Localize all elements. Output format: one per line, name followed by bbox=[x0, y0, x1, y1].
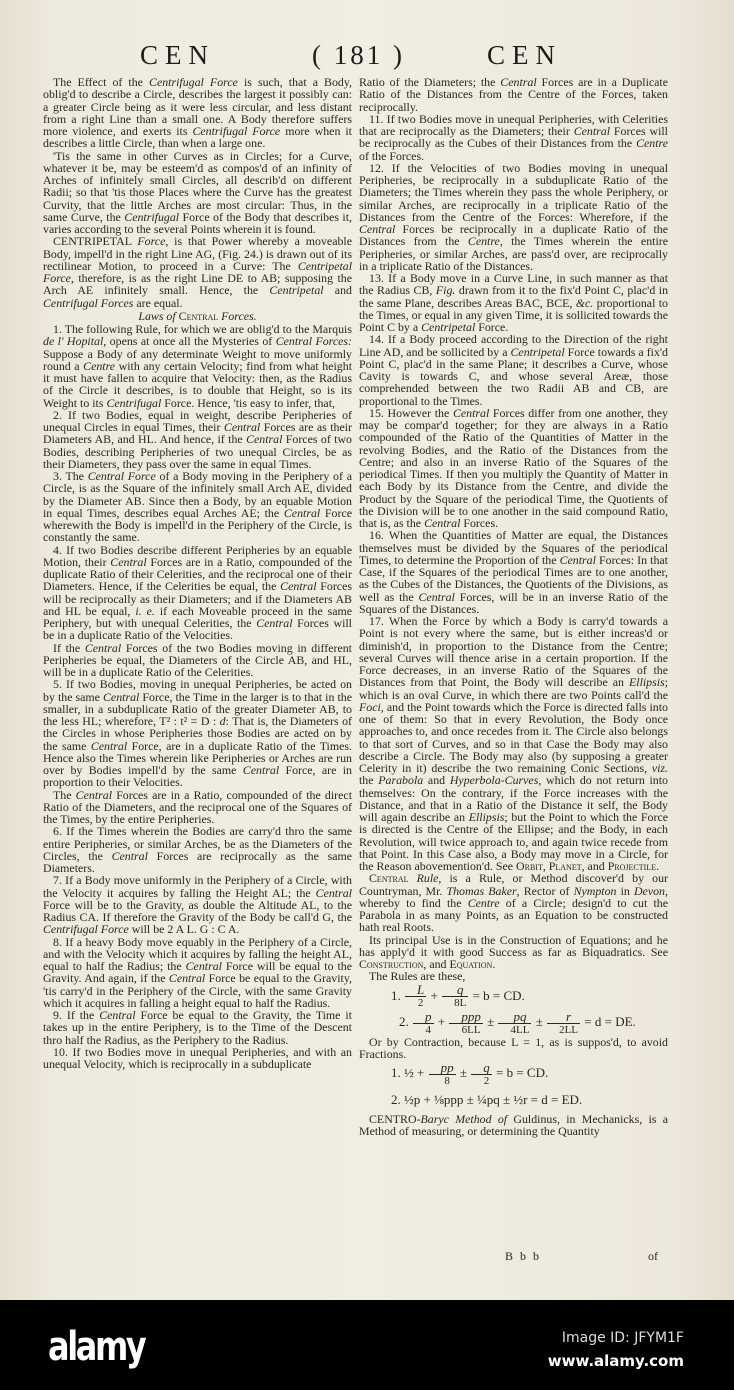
text-run: 6. If the Times wherein the Bodies are carry'd thro the same entire Peripheries, or similar Arches, be as the Diameters of the Circles, the bbox=[43, 824, 352, 863]
numerator: pp bbox=[429, 1062, 456, 1075]
text-run: Forces will be reciprocally as the Cubes of their Distances from the bbox=[359, 124, 668, 151]
denominator: 2LL bbox=[559, 1023, 579, 1036]
italic-run: &c. bbox=[575, 295, 594, 310]
numerator: p bbox=[413, 1011, 434, 1024]
text-run: . bbox=[492, 957, 496, 971]
text-run: Force be equal to the Gravity, the Time it takes up in the entire Periphery, is to the Time of the Descent thro half the Radius, as the Periphery to the Radius. bbox=[43, 1008, 352, 1047]
text-run: Forces of the two Bodies moving in different Peripheries be equal, the Diameters of the Circle AB, and HL, will be in a duplicate Ratio of the Celerities. bbox=[43, 640, 352, 679]
text-run: and bbox=[423, 773, 450, 788]
text-run: 2. If two Bodies, equal in weight, describe Peripheries of unequal Circles in equal Times, their bbox=[43, 407, 352, 434]
italic-run: Central bbox=[280, 579, 317, 594]
paragraph bbox=[43, 470, 352, 544]
signature-mark: B b b bbox=[505, 1249, 542, 1263]
formula-text: ± bbox=[456, 1065, 471, 1081]
text-run: , is that Power whereby a moveable Body, impell'd in the right Line AG, (Fig. 24.) is drawn out of its rectilinear Motion, to proceed in a Curve: The bbox=[43, 234, 352, 273]
numerator: L bbox=[405, 984, 426, 997]
text-run: , Rector of bbox=[516, 883, 574, 898]
italic-run: i. e. bbox=[135, 603, 155, 618]
small-caps-run: Equation bbox=[449, 957, 493, 971]
formula-text: + bbox=[427, 987, 442, 1003]
formula bbox=[359, 983, 668, 1010]
paragraph bbox=[359, 1113, 668, 1138]
numerator: r bbox=[547, 1011, 580, 1024]
text-run: The Rules are these, bbox=[369, 969, 466, 984]
denominator: 2 bbox=[483, 1074, 490, 1087]
formula-text: 2. ½p + ⅛ppp ± ¼pq ± ½r = d = ED. bbox=[391, 1091, 583, 1107]
text-run: of a Body moving in the Periphery of a Circle, is as the Square of the infinitely small Arch AE, divided by the Diameter AB. Since then a Body, by an equable Motion in equal Times, describes equal Arches AE; the bbox=[43, 469, 352, 520]
italic-run: Centripetal bbox=[269, 283, 324, 298]
text-run: 10. If two Bodies move in unequal Peripheries, and with an unequal Velocity, which is reciprocally in a subduplicate bbox=[43, 1044, 352, 1071]
text-run: and bbox=[323, 283, 352, 298]
italic-run: Central bbox=[418, 589, 455, 604]
text-run: 1. The following Rule, for which we are oblig'd to the Marquis bbox=[53, 322, 352, 336]
text-run: if each Moveable proceed in the same Periphery, but with unequal Celerities, the bbox=[43, 603, 353, 630]
denominator: 4 bbox=[425, 1023, 431, 1036]
text-run: , and bbox=[423, 957, 450, 971]
image-id-label: Image ID: JFYM1F bbox=[561, 1330, 684, 1346]
page-number: ( 181 ) bbox=[312, 40, 405, 70]
italic-run: Central bbox=[99, 1008, 136, 1022]
text-run: Suppose a Body of any determinate Weight to move uniformly round a bbox=[43, 346, 352, 373]
text-run: Ratio of the Diameters; the bbox=[359, 75, 501, 89]
text-run: , which do not return into themselves: On the contrary, if the Force increases with the Distance, and that in a Ratio of the Distance it self, the Body will again describe an bbox=[359, 773, 669, 824]
paragraph bbox=[359, 272, 668, 333]
italic-run: Baryc Method of bbox=[420, 1111, 508, 1126]
fraction bbox=[547, 1008, 580, 1036]
paragraph bbox=[359, 407, 668, 530]
text-run: 16. When the Quantities of Matter are equal, the Distances themselves must be divided by the Squares of the periodical Times, to determine the Proportion of the bbox=[359, 528, 668, 567]
italic-run: Central bbox=[90, 738, 128, 753]
formula-text: = b = CD. bbox=[492, 1065, 549, 1081]
text-run: Force will be equal to the Gravity. And again, if the bbox=[43, 959, 352, 986]
text-run: Force will be to the Gravity, as double the Altitude AL, to the Radius CA. If therefore the Gravity of the Body be call'd G, the bbox=[43, 897, 352, 924]
paragraph bbox=[359, 934, 668, 971]
italic-run: Centre bbox=[467, 895, 500, 910]
italic-run: Central bbox=[168, 971, 206, 986]
text-run: : That is, the Diameters of the Circles in whose Peripheries those Bodies are acted on by the same bbox=[43, 714, 352, 753]
paragraph bbox=[359, 529, 668, 615]
text-run: Forces differ from one another, they may be compar'd together; for they are always in a Ratio compounded of the Ratio of the Quantities of Matter in the revolving Bodies, and the Ratio of the Distances from the Centre; and also in an inverse Ratio of the Squares of the periodical Times. If then you multiply the Quantity of Matter in each Body by its Distance from the Centre, and divide the Product by the Square of the periodical Time, the Quotients of the Division will be to one another in the said compound Ratio, that is, as the bbox=[359, 405, 668, 530]
text-run: Forces are reciprocally as the same Diameters. bbox=[43, 848, 352, 875]
italic-run: Centrifugal bbox=[106, 395, 162, 410]
italic-run: Centre bbox=[636, 136, 668, 151]
running-head-right: CEN bbox=[487, 40, 562, 70]
text-run: The Effect of the bbox=[53, 75, 150, 89]
alamy-logo: alamy bbox=[48, 1324, 145, 1370]
paragraph bbox=[43, 678, 352, 788]
text-run: in bbox=[616, 883, 634, 898]
section-heading bbox=[43, 310, 352, 322]
paragraph bbox=[43, 1009, 352, 1046]
text-run: CENTRIPETAL bbox=[53, 234, 138, 249]
italic-run: Central bbox=[84, 640, 122, 655]
italic-run: Devon bbox=[633, 883, 666, 898]
italic-run: Centripetal bbox=[421, 320, 476, 334]
text-run: 'Tis the same in other Curves as in Circles; for a Curve, whatever it be, may be esteem'd as compos'd of an infinity of Arches of infinitely small Circles, all describ'd on different Radii; so that 'tis those Places where the Curve has the greatest Curvity, that the little Arches are most circular: Thus, in the same Curve, the bbox=[43, 148, 352, 224]
text-run: , is a Rule, or Method discover'd by our Countryman, Mr. bbox=[359, 871, 668, 898]
text-run: 12. If the Velocities of two Bodies moving in unequal Peripheries, be reciprocally in a subduplicate Ratio of the Diameters; the Times wherein they pass the whole Periphery, or similar Arches, are reciprocally in a triplicate Ratio of the Distances from the Centre of the Forces: Wherefore, if the bbox=[359, 160, 668, 224]
italic-run: de l' Hopital bbox=[43, 334, 104, 349]
numerator: q bbox=[471, 1062, 492, 1075]
italic-run: Central bbox=[500, 75, 537, 89]
paragraph bbox=[359, 970, 668, 982]
text-run: , therefore, is as the right Line DE to AB; supposing the Arch AE infinitely small. Hence, the bbox=[43, 271, 352, 298]
denominator: 8L bbox=[454, 997, 467, 1010]
denominator: 2 bbox=[417, 997, 424, 1010]
text-run: , the Times wherein the entire Peripheries, or similar Arches, are pass'd over, are reciprocally in a triplicate Ratio of the Distances. bbox=[359, 234, 668, 273]
italic-run: Fig. bbox=[435, 283, 456, 298]
text-run: Force, the Time in the larger is to that in the smaller, in a subduplicate Ratio of the greater Diameter AB, to the less HL; wherefore, T² : t² = D : bbox=[43, 689, 352, 728]
formula-text: = d = DE. bbox=[581, 1014, 636, 1030]
text-run: will be 2 A L. G : C A. bbox=[128, 922, 240, 937]
small-caps-run: Projectile bbox=[607, 859, 657, 873]
denominator: 4LL bbox=[510, 1023, 530, 1036]
numerator: q bbox=[442, 984, 468, 997]
text-run: Force. bbox=[475, 320, 509, 334]
text-run: Force, are in proportion to their Velocities. bbox=[43, 763, 352, 790]
italic-run: Parabola bbox=[378, 773, 424, 788]
text-run: 8. If a heavy Body move equably in the Periphery of a Circle, and with the Velocity which it acquires by falling the height AL, equal to half the Radius; the bbox=[43, 934, 352, 973]
italic-run: Central bbox=[283, 505, 321, 520]
text-run: , opens at once all the Mysteries of bbox=[103, 334, 276, 349]
fraction bbox=[449, 1008, 483, 1036]
italic-run: Central bbox=[103, 689, 140, 704]
text-run: Forces: In that Case, if the Squares of the periodical Times are to one another, as the Cubes of the Distances, the Quotients of the Divisions, as well as the bbox=[359, 552, 668, 604]
text-run: Forces. bbox=[460, 516, 499, 530]
paragraph bbox=[43, 642, 352, 679]
fraction bbox=[405, 984, 426, 1009]
text-run: 14. If a Body proceed according to the Direction of the right Line AD, and be sollicited by a bbox=[359, 332, 668, 359]
italic-run: Centripetal bbox=[510, 344, 565, 359]
text-run: 4. If two Bodies describe different Peripheries by an equable Motion, their bbox=[43, 542, 352, 569]
paragraph bbox=[359, 76, 668, 113]
italic-run: Central bbox=[452, 405, 490, 420]
paragraph bbox=[359, 113, 668, 162]
text-run: more when it describes a little Circle, than when a large one. bbox=[43, 124, 352, 151]
paragraph bbox=[43, 825, 352, 874]
formula-text: 1. bbox=[391, 987, 404, 1003]
text-run: Its principal Use is in the Construction of Equations; and he has apply'd it with good Success as far as Biquadratics. See bbox=[359, 932, 668, 959]
text-run: of a Circle; design'd to cut the Parabola in as many Points, as an Equation to be constructed hath real Roots. bbox=[359, 895, 668, 935]
small-caps-run: Planet bbox=[548, 859, 582, 873]
paragraph bbox=[43, 936, 352, 1010]
italic-run: Central bbox=[111, 848, 148, 863]
paragraph bbox=[359, 1036, 668, 1061]
text-run: The bbox=[53, 787, 76, 802]
paragraph bbox=[359, 872, 668, 933]
paragraph bbox=[43, 874, 352, 935]
paragraph bbox=[43, 323, 352, 409]
text-run: Force wherewith the Body is impell'd in the Periphery of the Circle, is constantly the same. bbox=[43, 505, 352, 545]
text-run: Forces are in a Ratio, compounded of the direct Ratio of the Diameters, and the reciprocal one of the Squares of the Times, by the entire Peripheries. bbox=[43, 787, 352, 826]
text-run: 11. If two Bodies move in unequal Peripheries, with Celerities that are reciprocally as the Diameters; their bbox=[359, 111, 668, 138]
text-run: Force. Hence, 'tis easy to infer, that, bbox=[161, 395, 335, 410]
paragraph bbox=[43, 150, 352, 236]
paragraph bbox=[43, 789, 352, 826]
text-run: the bbox=[359, 773, 379, 788]
text-run: is such, that a Body, oblig'd to describe a Circle, describes the largest it possibly can: a greater Circle being as it were less circular, and less distant from a right Line than a small one. A Body therefore suffers more violence, and exerts its bbox=[43, 75, 353, 138]
italic-run: Central bbox=[242, 763, 280, 777]
italic-run: Centrifugal Forces bbox=[43, 295, 134, 310]
text-run: Force be equal to the Gravity, 'tis carry'd in the Periphery of the Circle, with the same Gravity which it acquires in falling a height equal to half the Radius. bbox=[43, 971, 353, 1010]
italic-run: Centrifugal Force bbox=[149, 75, 238, 89]
italic-run: Centrifugal bbox=[124, 209, 180, 224]
formula-text: 1. ½ + bbox=[391, 1065, 428, 1081]
italic-run: Centrifugal Force bbox=[43, 922, 129, 937]
text-run: , and bbox=[581, 859, 608, 873]
text-run: 13. If a Body move in a Curve Line, in such manner as that the Radius CB, bbox=[359, 271, 668, 298]
text-run: ; but the Point to which the Force is directed is the Centre of the Ellipse; and the Body, in each Revolution, will twice approach to, and again twice recede from that Point. In this Case also, a Body may move in a Circle, for the Reason abovemention'd. See bbox=[359, 810, 668, 873]
text-run: Forces will be in a duplicate Ratio of the Velocities. bbox=[43, 616, 352, 643]
italic-run: Central bbox=[424, 516, 461, 530]
paragraph bbox=[359, 333, 668, 407]
italic-run: Centre bbox=[467, 234, 500, 249]
small-caps-run: Construction bbox=[359, 957, 424, 971]
formula-text: 2. bbox=[399, 1014, 412, 1030]
paragraph bbox=[43, 544, 352, 642]
paragraph bbox=[359, 162, 668, 272]
text-run: Forces of two Bodies, describing Peripheries of two unequal Circles, be as their Diameters, they pass over the same in equal Times. bbox=[43, 432, 352, 471]
fraction bbox=[442, 984, 468, 1009]
formula-text: + bbox=[434, 1014, 449, 1030]
formula bbox=[359, 1009, 668, 1036]
formula-text: ± bbox=[483, 1014, 498, 1030]
italic-run: Ellipsis bbox=[629, 675, 665, 690]
text-run: If the bbox=[53, 640, 85, 655]
italic-run: Central bbox=[246, 432, 283, 447]
text-run: Forces are as their Diameters AB, and HL. And hence, if the bbox=[43, 420, 352, 447]
italic-run: Central bbox=[223, 420, 261, 434]
text-run: , whereby to find the bbox=[359, 883, 668, 910]
italic-run: Laws of bbox=[138, 308, 179, 323]
text-run: Force towards a fix'd Point C, plac'd in the same Plane; it describes a Curve, whose Cavity is towards C, and whose several Areæ, those comprehended between the two Radii AB and CB, are proportional to the Times. bbox=[359, 344, 668, 408]
italic-run: Foci bbox=[359, 699, 381, 714]
italic-run: Central bbox=[315, 885, 352, 900]
denominator: 6LL bbox=[461, 1023, 481, 1036]
numerator: pq bbox=[498, 1011, 531, 1024]
italic-run: Central bbox=[359, 222, 396, 236]
text-run: 9. If the bbox=[53, 1008, 100, 1022]
formula-text: = b = CD. bbox=[469, 987, 525, 1003]
text-run: CENTRO- bbox=[369, 1111, 421, 1126]
right-column bbox=[359, 76, 668, 1137]
text-run: 15. However the bbox=[369, 405, 453, 420]
italic-run: Centrifugal Force bbox=[192, 124, 281, 138]
italic-run: Central bbox=[559, 552, 596, 567]
italic-run: Thomas Baker bbox=[446, 883, 517, 898]
text-run: Forces be reciprocally in a duplicate Ratio of the Distances from the bbox=[359, 222, 668, 249]
small-caps-run: Orbit bbox=[516, 859, 543, 873]
text-run: 5. If two Bodies, moving in unequal Peripheries, be acted on by the same bbox=[43, 677, 352, 704]
italic-run: Central bbox=[185, 959, 222, 973]
watermark-bar bbox=[0, 1300, 734, 1390]
text-run: drawn from it to the fix'd Point C, plac'd in the same Plane, describes Areas BAC, BCE, bbox=[359, 283, 669, 310]
italic-run: Rule bbox=[416, 871, 439, 886]
text-run: of the Forces. bbox=[359, 148, 425, 163]
text-run: Guldinus, in Mechanicks, is a Method of measuring, or determining the Quantity bbox=[359, 1111, 668, 1138]
italic-run: Nympton bbox=[573, 883, 617, 898]
paragraph bbox=[43, 235, 352, 309]
text-run: Forces are in a Ratio, compounded of the duplicate Ratio of their Celerities, and the reciprocal one of their Diameters. Hence, if the Celerities be equal, the bbox=[43, 554, 352, 594]
paragraph bbox=[43, 76, 352, 150]
text-run: Or by Contraction, because L = 1, as is suppos'd, to avoid Fractions. bbox=[359, 1034, 668, 1061]
text-run: with any certain Velocity; find from what height it must have fallen to acquire that Velocity: then, as the Radius of the Circle it describes, is to double that Height, so is its Weight to its bbox=[43, 358, 352, 410]
running-head-left: CEN bbox=[140, 40, 215, 70]
numerator: ppp bbox=[449, 1011, 483, 1024]
formula bbox=[359, 1060, 668, 1087]
small-caps-run: Central bbox=[178, 308, 219, 323]
text-run: 3. The bbox=[53, 469, 88, 483]
text-run: proportional to the Times, or equal in any given Time, it is sollicited towards the Point C by a bbox=[359, 295, 668, 334]
italic-run: Ellipsis bbox=[468, 810, 505, 824]
text-run: Forces will be reciprocally as their Diameters; and if the Diameters AB and HL be equal, bbox=[43, 579, 352, 618]
text-run: 17. When the Force by which a Body is carry'd towards a Point is not every where the same, but is either increas'd or diminish'd, in proportion to the Distance from the Centre; several Curves will thence arise in a certain proportion. If the Force decreases, in an inverse Ratio of the Squares of the Distances from that Point, the Body will describe an bbox=[359, 614, 668, 690]
text-run: ; which is an oval Curve, in which there are two Points call'd the bbox=[359, 675, 668, 702]
text-run: Force of the Body that describes it, varies according to the several Points wherein it is found. bbox=[43, 209, 352, 236]
italic-run: viz. bbox=[651, 761, 668, 775]
italic-run: Hyperbola-Curves bbox=[449, 773, 539, 788]
italic-run: Central bbox=[110, 554, 147, 569]
fraction bbox=[471, 1059, 492, 1087]
fraction bbox=[413, 1008, 434, 1036]
italic-run: Force bbox=[137, 234, 166, 249]
fraction bbox=[498, 1008, 531, 1036]
small-caps-run: Central bbox=[369, 871, 409, 886]
alamy-url: www.alamy.com bbox=[547, 1352, 684, 1370]
text-run: , bbox=[542, 859, 549, 873]
paragraph bbox=[43, 1046, 352, 1071]
left-column bbox=[43, 76, 352, 1070]
formula bbox=[359, 1087, 668, 1113]
paragraph bbox=[359, 615, 668, 872]
catchword: of bbox=[648, 1249, 658, 1263]
italic-run: Central bbox=[256, 616, 293, 630]
italic-run: Centre bbox=[83, 358, 116, 373]
text-run: 7. If a Body move uniformly in the Periphery of a Circle, with the Velocity it acquires by falling the Height AL; the bbox=[43, 873, 352, 900]
text-run: . bbox=[656, 859, 660, 873]
italic-run: Forces. bbox=[218, 308, 257, 323]
paragraph bbox=[43, 409, 352, 470]
italic-run: Central Force bbox=[87, 469, 156, 483]
text-run: Forces are in a Duplicate Ratio of the Distances from the Centre of the Forces, taken reciprocally. bbox=[359, 75, 669, 114]
text-run: Force, are in a duplicate Ratio of the Times. Hence also the Times wherein like Peripheries or Arches are run over by Bodies impell'd by the same bbox=[43, 738, 352, 777]
italic-run: Central bbox=[75, 787, 113, 802]
italic-run: d bbox=[219, 714, 226, 728]
text-run: are equal. bbox=[133, 295, 183, 310]
text-run: , and the Point towards which the Force is directed falls into one of them: So that in every Revolution, the Body once approaches to, and once recedes from it. The Circle also belongs to that sort of Curves, and so in that Case the Body may also describe a Circle. The Body may also (by supposing a greater Celerity in it) describe the two remaining Conic Sections, bbox=[359, 699, 668, 775]
italic-run: Central bbox=[573, 124, 611, 138]
fraction bbox=[429, 1059, 456, 1087]
formula-text: ± bbox=[532, 1014, 547, 1030]
italic-run: Centripetal Force bbox=[43, 258, 352, 285]
italic-run: Central Forces: bbox=[275, 334, 353, 349]
text-run: Forces, will be in an inverse Ratio of the Squares of the Distances. bbox=[359, 589, 668, 616]
denominator: 8 bbox=[444, 1074, 450, 1087]
